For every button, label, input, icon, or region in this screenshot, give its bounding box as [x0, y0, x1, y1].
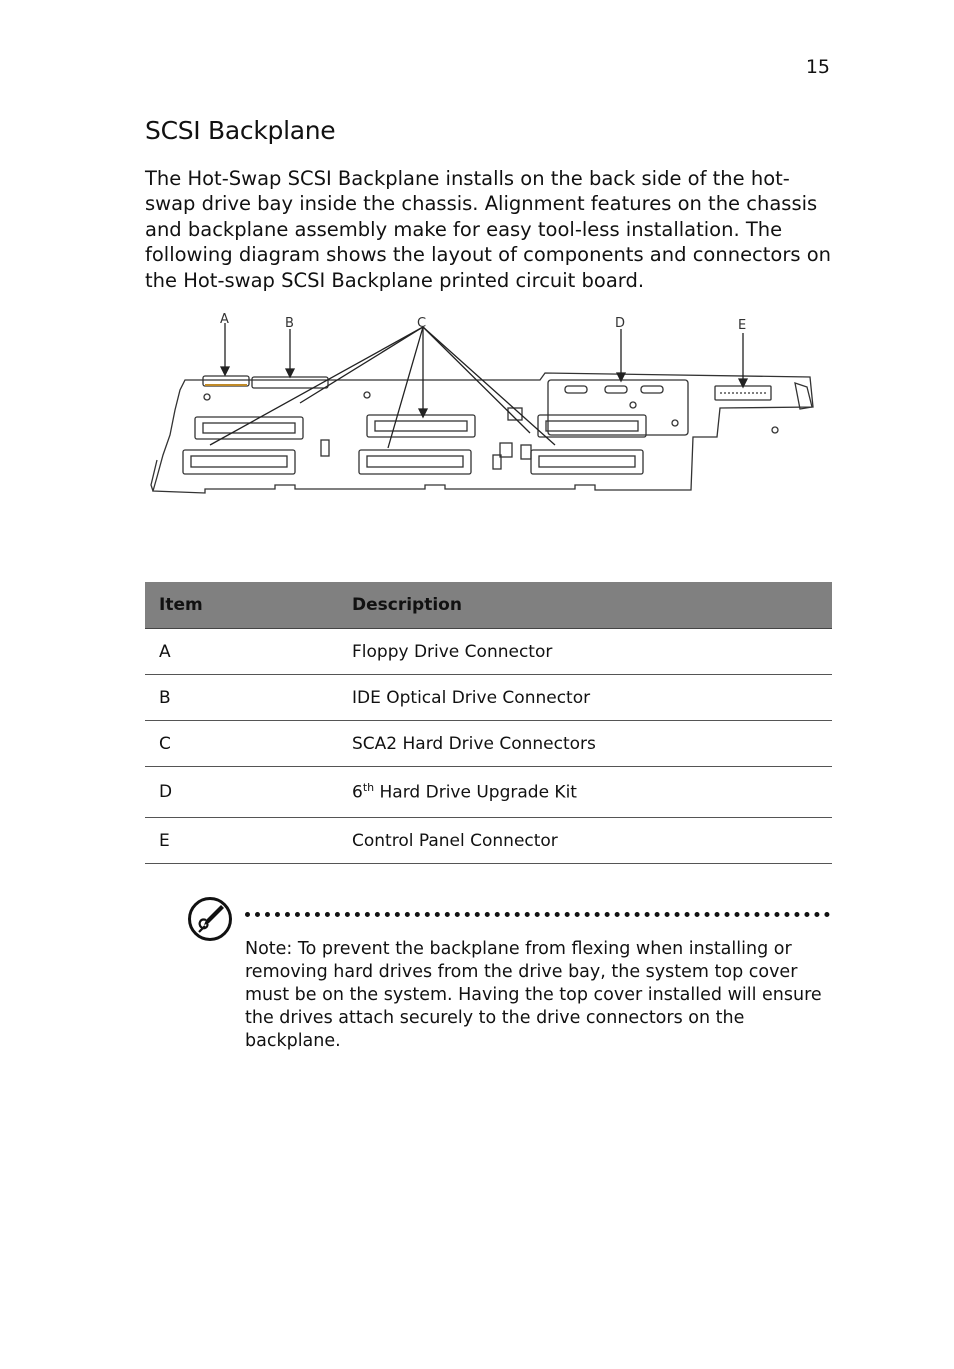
table-row — [145, 767, 832, 818]
sca2-connector — [183, 450, 295, 474]
callout-label-b: B — [285, 316, 294, 331]
item-cell: E — [145, 818, 338, 864]
description-cell: IDE Optical Drive Connector — [338, 675, 832, 721]
callout-label-a: A — [220, 312, 229, 327]
sca2-connector — [359, 450, 471, 474]
item-cell: D — [145, 767, 338, 818]
description-text: Hard Drive Upgrade Kit — [374, 782, 577, 803]
callout-label-d: D — [615, 316, 626, 331]
table-header-row — [145, 582, 832, 629]
backplane-diagram — [145, 305, 820, 510]
description-cell: Control Panel Connector — [338, 818, 832, 864]
note-pen-icon — [187, 896, 233, 942]
sca2-connector — [195, 417, 303, 439]
callout-label-e: E — [738, 318, 747, 333]
table-row — [145, 629, 832, 675]
description-cell — [338, 767, 832, 818]
callout-label-c: C — [417, 316, 427, 331]
item-cell: B — [145, 675, 338, 721]
items-table — [145, 582, 832, 864]
table-row — [145, 721, 832, 767]
table-row — [145, 675, 832, 721]
item-cell: A — [145, 629, 338, 675]
ordinal-suffix: th — [362, 781, 375, 795]
sca2-connector — [531, 450, 643, 474]
header-description: Description — [338, 582, 832, 629]
upgrade-kit-bracket — [548, 380, 688, 435]
description-cell: Floppy Drive Connector — [338, 629, 832, 675]
sca2-connector — [538, 415, 646, 437]
item-cell: C — [145, 721, 338, 767]
sca2-connector — [367, 415, 475, 437]
intro-paragraph: The Hot-Swap SCSI Backplane installs on the back side of the hot-swap drive bay inside the chassis. Alignment features on the chassis and backplane assembly make for easy tool-less installation. The following diagram shows the layout of components and connectors on the Hot-swap SCSI Backplane printed circuit board. — [145, 167, 832, 292]
description-cell: SCA2 Hard Drive Connectors — [338, 721, 832, 767]
section-title: SCSI Backplane — [145, 116, 336, 145]
page-number: 15 — [805, 56, 830, 78]
note-divider — [245, 912, 830, 923]
note-text: Note: To prevent the backplane from flexing when installing or removing hard drives from the drive bay, the system top cover must be on the system. Having the top cover installed will ensure the drives attach securely to the drive connectors on the backplane. — [245, 939, 822, 1051]
header-item: Item — [145, 582, 338, 629]
ordinal-number: 6 — [352, 782, 363, 803]
table-row — [145, 818, 832, 864]
